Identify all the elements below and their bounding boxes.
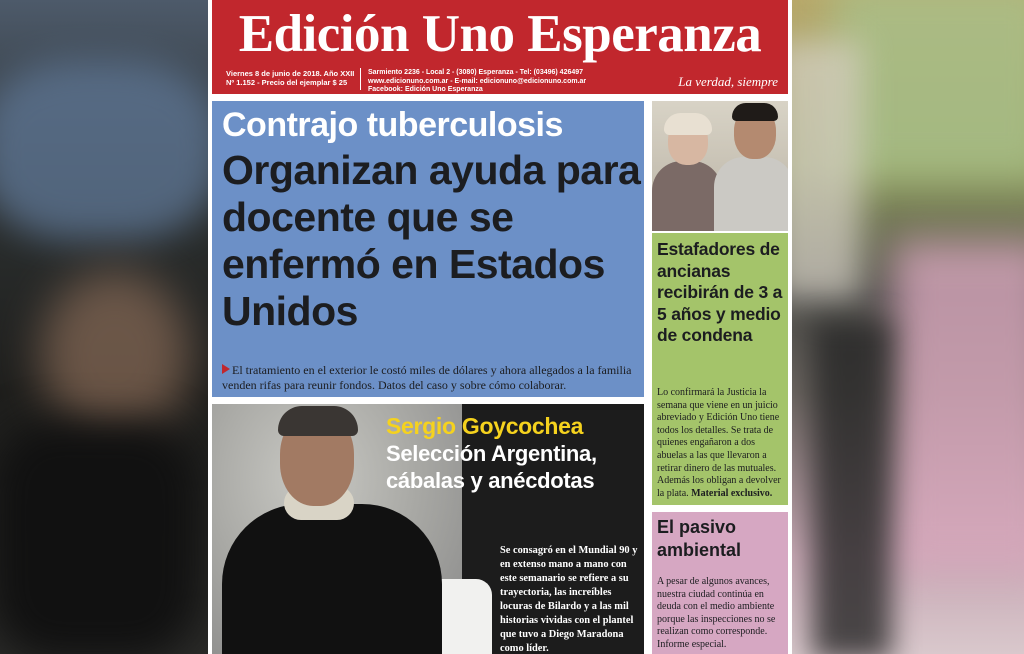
side-story-headline[interactable]: Estafadores de ancianas recibirán de 3 a 5 años y medio de condena bbox=[657, 239, 783, 345]
lead-deck bbox=[222, 363, 640, 393]
masthead-divider bbox=[360, 68, 361, 90]
triangle-bullet-icon bbox=[222, 364, 230, 374]
background-blur-shape bbox=[792, 40, 862, 300]
blurred-background-left bbox=[0, 0, 208, 654]
feature-headline[interactable]: Selección Argentina, cábalas y anécdotas bbox=[386, 441, 597, 493]
facebook-line: Facebook: Edición Uno Esperanza bbox=[368, 86, 483, 93]
lead-kicker: Contrajo tuberculosis bbox=[222, 106, 563, 144]
background-blur-shape bbox=[0, 60, 208, 240]
side-story-environment[interactable] bbox=[652, 512, 788, 654]
side-story-text: A pesar de algunos avances, nuestra ciudad continúa en deuda con el medio ambiente porque las inspecciones no se realizan como corresponde. Informe especial. bbox=[657, 576, 776, 650]
feature-summary: Se consagró en el Mundial 90 y en extenso mano a mano con este semanario se refiere a su trayectoria, las increíbles locuras de Bilardo y a las mil historias vividas con el plantel que tuvo a Diego Maradona como líder. bbox=[500, 545, 638, 654]
side-story-photo bbox=[652, 101, 788, 231]
web-line: www.edicionuno.com.ar - E-mail: edicionuno@edicionuno.com.ar bbox=[368, 77, 587, 85]
photo-person-hair bbox=[278, 406, 358, 436]
slogan: La verdad, siempre bbox=[678, 74, 778, 89]
side-story-text bbox=[657, 387, 785, 500]
photo-person-body bbox=[222, 504, 442, 654]
newspaper-title: Edición Uno Esperanza bbox=[238, 5, 762, 63]
side-story-body: Lo confirmará la Justicia la semana que viene en un juicio abreviado y Edición Uno tiene todos los detalles. Se trata de quienes engañaron a dos abuelas a las que llevaron a retirar dinero de las mutuales. Además los obligan a devolver la plata. bbox=[657, 387, 781, 499]
address-line: Sarmiento 2236 - Local 2 - (3080) Esperanza - Tel: (03496) 426497 bbox=[368, 69, 584, 76]
background-blur-shape bbox=[812, 320, 892, 654]
lead-deck-text: El tratamiento en el exterior le costó miles de dólares y ahora allegados a la familia venden rifas para reunir fondos. Datos del caso y sobre cómo colaborar. bbox=[222, 363, 632, 392]
photo-man-body bbox=[714, 157, 788, 231]
lead-headline[interactable]: Organizan ayuda para docente que se enfermó en Estados Unidos bbox=[222, 147, 641, 334]
issue-date: Viernes 8 de junio de 2018. Año XXII bbox=[226, 69, 355, 78]
background-blur-shape bbox=[892, 240, 1024, 570]
side-story-exclusive-tag: Material exclusivo. bbox=[691, 487, 773, 499]
feature-name: Sergio Goycochea bbox=[386, 413, 584, 439]
masthead bbox=[212, 0, 788, 94]
background-blur-shape bbox=[40, 270, 190, 440]
background-blur-shape bbox=[0, 420, 200, 654]
feature-story[interactable] bbox=[212, 404, 644, 654]
contact-info bbox=[368, 69, 588, 95]
photo-woman-body bbox=[652, 161, 722, 231]
issue-price: Nº 1.152 - Precio del ejemplar $ 25 bbox=[226, 78, 348, 87]
blurred-background-right bbox=[792, 0, 1024, 654]
newspaper-front-page bbox=[208, 0, 792, 654]
photo-man-hair bbox=[732, 103, 778, 121]
issue-info bbox=[226, 69, 366, 87]
side-story-headline[interactable]: El pasivo ambiental bbox=[657, 517, 742, 560]
lead-story[interactable] bbox=[212, 101, 644, 397]
side-story-fraud[interactable] bbox=[652, 233, 788, 505]
photo-woman-hair bbox=[664, 113, 712, 135]
